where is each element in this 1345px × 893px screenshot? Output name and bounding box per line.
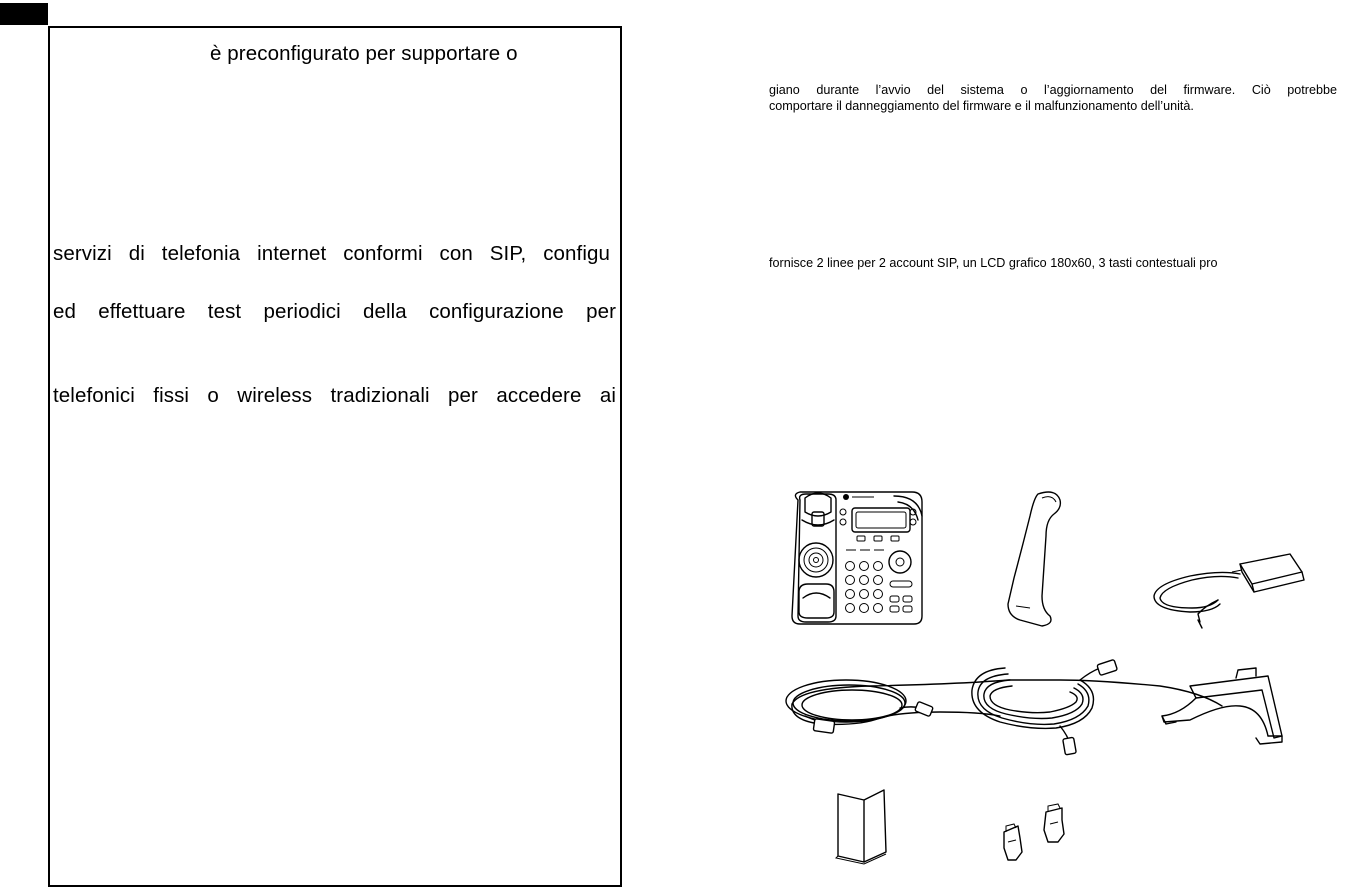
wall-clips-illustration [1004, 804, 1064, 860]
warning-line-2: comportare il danneggiamento del firmware e il malfunzionamento dell’unità. [769, 99, 1194, 113]
left-line-3: ed effettuare test periodici della configurazione per [53, 300, 616, 323]
coiled-cord-illustration [972, 659, 1118, 754]
features-line: fornisce 2 linee per 2 account SIP, un LCD grafico 180x60, 3 tasti contestuali pro [769, 256, 1218, 270]
ethernet-cable-illustration [786, 680, 1222, 733]
warning-line-1: giano durante l’avvio del sistema o l’aggiornamento del firmware. Ciò potrebbe [769, 83, 1337, 97]
left-line-1: è preconfigurato per supportare o [210, 42, 518, 65]
left-line-4: telefonici fissi o wireless tradizionali per accedere ai [53, 384, 616, 407]
left-line-2: servizi di telefonia internet conformi con SIP, configu [53, 242, 610, 265]
booklet-illustration [836, 790, 886, 864]
power-adapter-illustration [1154, 554, 1304, 628]
handset-illustration [1008, 492, 1060, 626]
ip-phone-illustration [792, 492, 922, 624]
